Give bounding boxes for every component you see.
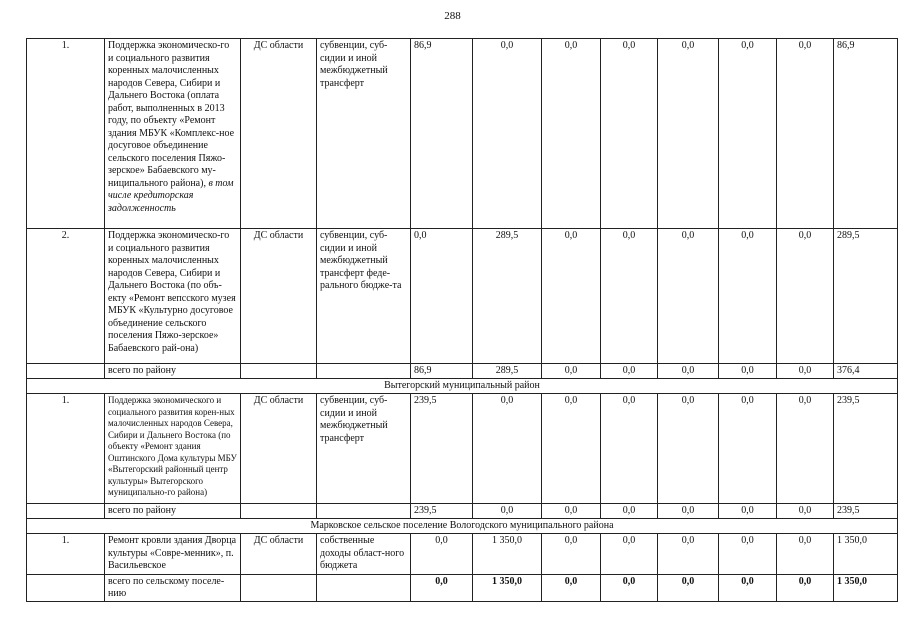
total-value: 0,0 <box>719 574 777 601</box>
value-cell: 1 350,0 <box>473 534 542 575</box>
funding-type: субвенции, суб-сидии и иной межбюджетный трансферт <box>317 394 411 504</box>
value-cell: 86,9 <box>834 39 898 229</box>
value-cell: 0,0 <box>777 394 834 504</box>
total-value: 1 350,0 <box>473 574 542 601</box>
funding-type: собственные доходы област-ного бюджета <box>317 534 411 575</box>
value-cell: 0,0 <box>601 394 658 504</box>
section-heading: Вытегорский муниципальный район <box>27 379 898 394</box>
row-description <box>105 39 241 229</box>
value-cell: 0,0 <box>658 394 719 504</box>
value-cell: 0,0 <box>473 39 542 229</box>
value-cell: 0,0 <box>542 39 601 229</box>
total-value: 0,0 <box>542 364 601 379</box>
value-cell: 0,0 <box>542 394 601 504</box>
value-cell: 0,0 <box>601 229 658 364</box>
table-row <box>27 534 898 575</box>
value-cell: 0,0 <box>719 39 777 229</box>
value-cell: 0,0 <box>719 229 777 364</box>
total-value: 0,0 <box>601 364 658 379</box>
value-cell: 0,0 <box>411 229 473 364</box>
value-cell: 0,0 <box>777 534 834 575</box>
total-label: всего по району <box>105 364 241 379</box>
value-cell: 1 350,0 <box>834 534 898 575</box>
empty-cell <box>317 574 411 601</box>
description-note: в том числе кредиторская задолженность <box>108 177 234 214</box>
value-cell: 239,5 <box>834 394 898 504</box>
value-cell: 0,0 <box>658 229 719 364</box>
total-value: 0,0 <box>777 364 834 379</box>
funding-source: ДС области <box>241 534 317 575</box>
row-index: 1. <box>27 39 105 229</box>
row-description: Ремонт кровли здания Дворца культуры «Совре-менник», п. Васильевское <box>105 534 241 575</box>
total-value: 0,0 <box>658 504 719 519</box>
total-value: 239,5 <box>411 504 473 519</box>
table-row <box>27 229 898 364</box>
empty-cell <box>241 504 317 519</box>
value-cell: 0,0 <box>777 39 834 229</box>
total-row <box>27 364 898 379</box>
total-row <box>27 504 898 519</box>
funding-source: ДС области <box>241 39 317 229</box>
value-cell: 0,0 <box>658 534 719 575</box>
total-value: 0,0 <box>777 574 834 601</box>
empty-cell <box>27 574 105 601</box>
section-row <box>27 379 898 394</box>
value-cell: 0,0 <box>719 394 777 504</box>
empty-cell <box>241 574 317 601</box>
total-value: 0,0 <box>601 574 658 601</box>
section-row <box>27 519 898 534</box>
total-value: 1 350,0 <box>834 574 898 601</box>
row-index: 1. <box>27 394 105 504</box>
section-heading: Марковское сельское поселение Вологодского муниципального района <box>27 519 898 534</box>
funding-type: субвенции, суб-сидии и иной межбюджетный трансферт <box>317 39 411 229</box>
value-cell: 0,0 <box>658 39 719 229</box>
empty-cell <box>317 364 411 379</box>
value-cell: 0,0 <box>719 534 777 575</box>
funding-type: субвенции, суб-сидии и иной межбюджетный трансферт феде-рального бюдже-та <box>317 229 411 364</box>
total-value: 0,0 <box>777 504 834 519</box>
total-value: 239,5 <box>834 504 898 519</box>
funding-source: ДС области <box>241 229 317 364</box>
empty-cell <box>27 504 105 519</box>
value-cell: 239,5 <box>411 394 473 504</box>
empty-cell <box>317 504 411 519</box>
total-value: 0,0 <box>601 504 658 519</box>
value-cell: 0,0 <box>473 394 542 504</box>
total-value: 86,9 <box>411 364 473 379</box>
total-row <box>27 574 898 601</box>
row-description: Поддержка экономического и социального развития корен-ных малочисленных народов Севера, Сибири и Дальнего Востока (по объекту «Ремонт здания Оштинского Дома культуры МБУ «Вытегорский районный центр культуры» Вытегорского муниципально-го района) <box>105 394 241 504</box>
value-cell: 0,0 <box>601 39 658 229</box>
funding-source: ДС области <box>241 394 317 504</box>
row-index: 1. <box>27 534 105 575</box>
row-description: Поддержка экономическо-го и социального развития коренных малочисленных народов Севера, Сибири и Дальнего Востока (по объ-екту «Ремонт вепсского музея МБУК «Культурно досуговое объединение сельского поселения Пяжо-зерское» Бабаевского рай-она) <box>105 229 241 364</box>
total-label: всего по сельскому поселе-нию <box>105 574 241 601</box>
total-value: 0,0 <box>658 574 719 601</box>
total-value: 289,5 <box>473 364 542 379</box>
empty-cell <box>27 364 105 379</box>
total-value: 0,0 <box>542 574 601 601</box>
total-value: 376,4 <box>834 364 898 379</box>
total-value: 0,0 <box>411 574 473 601</box>
value-cell: 289,5 <box>473 229 542 364</box>
value-cell: 0,0 <box>411 534 473 575</box>
total-value: 0,0 <box>658 364 719 379</box>
table-row <box>27 39 898 229</box>
total-value: 0,0 <box>473 504 542 519</box>
value-cell: 0,0 <box>601 534 658 575</box>
value-cell: 86,9 <box>411 39 473 229</box>
total-value: 0,0 <box>542 504 601 519</box>
description-text: Поддержка экономическо-го и социального развития коренных малочисленных народов Севера, Сибири и Дальнего Востока (оплата работ, выполненных в 2013 году, по объекту «Ремонт здания МБУК «Комплекс-ное досуговое объединение сельского поселения Пяжо-зерское» Бабаевского му-ниципального района), <box>108 40 235 189</box>
budget-table <box>26 38 898 602</box>
total-label: всего по району <box>105 504 241 519</box>
row-index: 2. <box>27 229 105 364</box>
value-cell: 0,0 <box>777 229 834 364</box>
value-cell: 289,5 <box>834 229 898 364</box>
value-cell: 0,0 <box>542 229 601 364</box>
page-number: 288 <box>444 10 461 22</box>
value-cell: 0,0 <box>542 534 601 575</box>
total-value: 0,0 <box>719 504 777 519</box>
total-value: 0,0 <box>719 364 777 379</box>
empty-cell <box>241 364 317 379</box>
table-row <box>27 394 898 504</box>
